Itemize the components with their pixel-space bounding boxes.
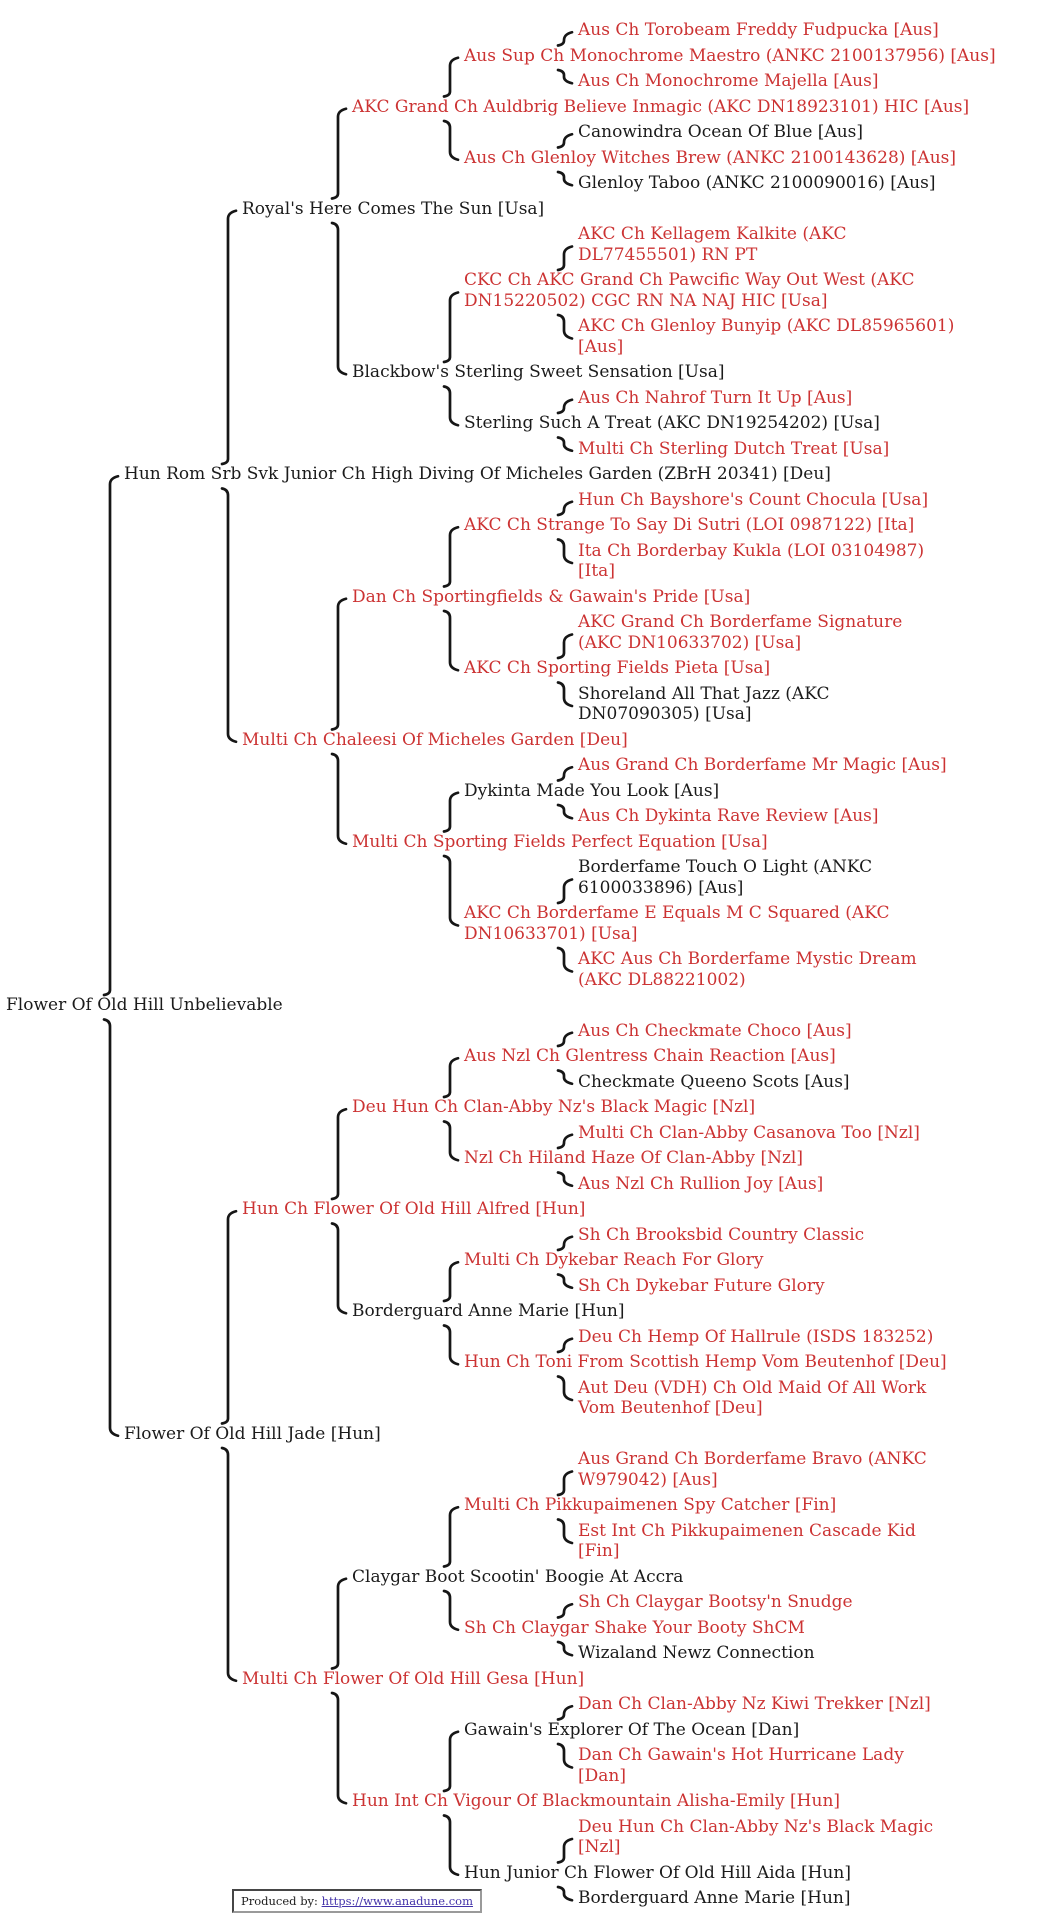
dog-name-link[interactable]: Hun Ch Toni From Scottish Hemp Vom Beutenhof [Deu] xyxy=(464,1352,947,1372)
dog-name-text: Dykinta Made You Look [Aus] xyxy=(464,780,720,801)
pedigree-node-gen4 xyxy=(464,658,770,679)
dog-name-link[interactable]: Multi Ch Flower Of Old Hill Gesa [Hun] xyxy=(242,1668,585,1689)
pedigree-node-gen5 xyxy=(578,949,917,990)
dog-name-text: Borderguard Anne Marie [Hun] xyxy=(578,1888,851,1908)
pedigree-node-gen5 xyxy=(578,857,872,898)
brace-connector xyxy=(332,599,346,844)
dog-name-link[interactable]: [Aus] xyxy=(578,336,624,357)
dog-name-text: DN07090305) [Usa] xyxy=(578,704,752,724)
pedigree-node-gen5 xyxy=(578,20,939,41)
pedigree-node-gen4 xyxy=(464,1863,851,1884)
dog-name-link[interactable]: AKC Ch Borderfame E Equals M C Squared (AKC xyxy=(464,903,890,923)
pedigree-node-gen5 xyxy=(578,1449,927,1490)
dog-name-link[interactable]: Sh Ch Claygar Shake Your Booty ShCM xyxy=(464,1617,805,1638)
brace-connector xyxy=(444,293,458,426)
dog-name-link[interactable]: Multi Ch Dykebar Reach For Glory xyxy=(464,1250,764,1270)
pedigree-node-gen4 xyxy=(464,270,915,311)
dog-name-link[interactable]: Aus Nzl Ch Glentress Chain Reaction [Aus] xyxy=(464,1046,836,1066)
dog-name-text: Checkmate Queeno Scots [Aus] xyxy=(578,1071,850,1092)
pedigree-node-gen5 xyxy=(578,1378,926,1419)
pedigree-node-gen5 xyxy=(578,1694,931,1715)
dog-name-link[interactable]: Ita Ch Borderbay Kukla (LOI 03104987) xyxy=(578,540,925,561)
dog-name-text: Claygar Boot Scootin' Boogie At Accra xyxy=(352,1566,684,1587)
pedigree-node-gen5 xyxy=(578,224,847,265)
dog-name-link[interactable]: Dan Ch Sportingfields & Gawain's Pride [Usa] xyxy=(352,586,751,607)
dog-name-link[interactable]: Multi Ch Chaleesi Of Micheles Garden [Deu] xyxy=(242,729,628,750)
brace-connector xyxy=(332,109,346,375)
dog-name-link[interactable]: DN15220502) CGC RN NA NAJ HIC [Usa] xyxy=(464,290,828,311)
pedigree-node-gen4 xyxy=(464,1148,803,1169)
dog-name-text: Wizaland Newz Connection xyxy=(578,1643,815,1663)
brace-connector xyxy=(444,793,458,926)
pedigree-node-gen2 xyxy=(242,199,544,220)
pedigree-node-gen5 xyxy=(578,1643,815,1664)
dog-name-text: Blackbow's Sterling Sweet Sensation [Usa] xyxy=(352,362,725,382)
pedigree-node-gen1 xyxy=(124,464,831,485)
dog-name-link[interactable]: Est Int Ch Pikkupaimenen Cascade Kid xyxy=(578,1520,916,1541)
dog-name-link[interactable]: Dan Ch Clan-Abby Nz Kiwi Trekker [Nzl] xyxy=(578,1694,931,1714)
dog-name-text: Flower Of Old Hill Jade [Hun] xyxy=(124,1423,381,1444)
dog-name-link[interactable]: (AKC DN10633702) [Usa] xyxy=(578,632,802,653)
dog-name-link[interactable]: Vom Beutenhof [Deu] xyxy=(578,1398,763,1418)
dog-name-link[interactable]: Aus Ch Dykinta Rave Review [Aus] xyxy=(578,806,879,826)
dog-name-text: Flower Of Old Hill Unbelievable xyxy=(6,995,283,1015)
pedigree-node-gen5 xyxy=(578,1021,852,1042)
pedigree-node-gen5 xyxy=(578,1072,850,1093)
dog-name-link[interactable]: Multi Ch Sporting Fields Perfect Equation [Usa] xyxy=(352,831,768,852)
pedigree-node-gen4 xyxy=(464,1046,836,1067)
dog-name-link[interactable]: Hun Ch Flower Of Old Hill Alfred [Hun] xyxy=(242,1199,586,1219)
dog-name-link[interactable]: AKC Ch Strange To Say Di Sutri (LOI 0987122) [Ita] xyxy=(464,515,915,535)
pedigree-node-gen4 xyxy=(464,1618,805,1639)
dog-name-link[interactable]: [Dan] xyxy=(578,1765,626,1786)
dog-name-link[interactable]: [Ita] xyxy=(578,561,615,581)
dog-name-text: Royal's Here Comes The Sun [Usa] xyxy=(242,198,545,219)
pedigree-node-gen5 xyxy=(578,1592,853,1613)
dog-name-link[interactable]: Aus Ch Glenloy Witches Brew (ANKC 2100143628) [Aus] xyxy=(464,147,957,168)
dog-name-link[interactable]: Sh Ch Dykebar Future Glory xyxy=(578,1275,825,1296)
dog-name-link[interactable]: Aus Ch Nahrof Turn It Up [Aus] xyxy=(578,387,853,408)
pedigree-node-gen3 xyxy=(352,1567,683,1588)
dog-name-text: Borderguard Anne Marie [Hun] xyxy=(352,1301,625,1321)
dog-name-link[interactable]: Aus Grand Ch Borderfame Bravo (ANKC xyxy=(578,1449,927,1469)
dog-name-link[interactable]: [Nzl] xyxy=(578,1837,621,1857)
pedigree-node-gen5 xyxy=(578,1225,864,1246)
pedigree-node-gen4 xyxy=(464,515,914,536)
pedigree-node-gen5 xyxy=(578,1276,825,1297)
pedigree-node-gen5 xyxy=(578,1817,933,1858)
brace-connector xyxy=(332,1579,346,1804)
pedigree-node-gen5 xyxy=(578,173,935,194)
dog-name-link[interactable]: Deu Hun Ch Clan-Abby Nz's Black Magic xyxy=(578,1816,934,1837)
pedigree-node-gen5 xyxy=(578,612,902,653)
dog-name-text: Shoreland All That Jazz (AKC xyxy=(578,683,830,704)
anadune-link[interactable]: https://www.anadune.com xyxy=(321,1894,473,1908)
pedigree-node-gen5 xyxy=(578,806,879,827)
dog-name-link[interactable]: AKC Grand Ch Borderfame Signature xyxy=(578,612,903,632)
dog-name-text: Hun Rom Srb Svk Junior Ch High Diving Of Micheles Garden (ZBrH 20341) [Deu] xyxy=(124,464,831,484)
dog-name-text: Gawain's Explorer Of The Ocean [Dan] xyxy=(464,1719,800,1740)
dog-name-text: Borderfame Touch O Light (ANKC xyxy=(578,857,873,877)
dog-name-link[interactable]: AKC Ch Kellagem Kalkite (AKC xyxy=(578,224,847,244)
pedigree-node-gen4 xyxy=(464,46,996,67)
dog-name-link[interactable]: AKC Aus Ch Borderfame Mystic Dream xyxy=(578,949,917,969)
pedigree-node-gen4 xyxy=(464,903,889,944)
dog-name-link[interactable]: Aus Ch Torobeam Freddy Fudpucka [Aus] xyxy=(578,20,939,40)
pedigree-node-gen4 xyxy=(464,1250,763,1271)
dog-name-link[interactable]: Dan Ch Gawain's Hot Hurricane Lady xyxy=(578,1745,904,1765)
dog-name-link[interactable]: Aut Deu (VDH) Ch Old Maid Of All Work xyxy=(578,1377,927,1398)
pedigree-node-gen5 xyxy=(578,490,928,511)
dog-name-link[interactable]: W979042) [Aus] xyxy=(578,1469,718,1490)
pedigree-node-gen3 xyxy=(352,1301,625,1322)
dog-name-link[interactable]: DN10633701) [Usa] xyxy=(464,923,638,944)
dog-name-link[interactable]: Multi Ch Pikkupaimenen Spy Catcher [Fin] xyxy=(464,1495,837,1515)
dog-name-link[interactable]: Aus Ch Checkmate Choco [Aus] xyxy=(578,1020,852,1041)
pedigree-node-gen3 xyxy=(352,832,768,853)
dog-name-link[interactable]: [Fin] xyxy=(578,1541,620,1561)
dog-name-link[interactable]: Multi Ch Clan-Abby Casanova Too [Nzl] xyxy=(578,1122,920,1143)
dog-name-link[interactable]: AKC Ch Sporting Fields Pieta [Usa] xyxy=(464,658,771,678)
dog-name-link[interactable]: AKC Grand Ch Auldbrig Believe Inmagic (AKC DN18923101) HIC [Aus] xyxy=(352,96,970,117)
pedigree-node-gen5 xyxy=(578,755,947,776)
pedigree-node-gen5 xyxy=(578,388,852,409)
dog-name-link[interactable]: Aus Ch Monochrome Majella [Aus] xyxy=(578,71,879,91)
pedigree-node-gen3 xyxy=(352,97,969,118)
dog-name-link[interactable]: Sh Ch Claygar Bootsy'n Snudge xyxy=(578,1592,853,1612)
dog-name-link[interactable]: CKC Ch AKC Grand Ch Pawcific Way Out West (AKC xyxy=(464,270,915,290)
pedigree-node-gen5 xyxy=(578,1521,916,1562)
dog-name-link[interactable]: Aus Grand Ch Borderfame Mr Magic [Aus] xyxy=(578,755,947,775)
dog-name-link[interactable]: Nzl Ch Hiland Haze Of Clan-Abby [Nzl] xyxy=(464,1148,803,1168)
pedigree-node-gen4 xyxy=(464,1495,836,1516)
dog-name-link[interactable]: Hun Int Ch Vigour Of Blackmountain Alisha-Emily [Hun] xyxy=(352,1791,841,1811)
pedigree-node-gen5 xyxy=(578,1327,933,1348)
pedigree-node-gen4 xyxy=(464,148,956,169)
dog-name-link[interactable]: (AKC DL88221002) xyxy=(578,969,746,990)
pedigree-node-gen4 xyxy=(464,781,719,802)
pedigree-node-gen5 xyxy=(578,684,829,725)
pedigree-node-gen3 xyxy=(352,1791,840,1812)
produced-by-label: Produced by: xyxy=(241,1894,322,1908)
brace-connector xyxy=(104,476,118,1436)
pedigree-node-gen5 xyxy=(578,316,954,357)
pedigree-node-gen3 xyxy=(352,362,725,383)
dog-name-link[interactable]: Aus Nzl Ch Rullion Joy [Aus] xyxy=(578,1173,824,1194)
pedigree-node-gen5 xyxy=(578,541,924,582)
pedigree-node-gen5 xyxy=(578,1888,851,1909)
dog-name-text: Glenloy Taboo (ANKC 2100090016) [Aus] xyxy=(578,173,936,193)
dog-name-link[interactable]: Deu Ch Hemp Of Hallrule (ISDS 183252) xyxy=(578,1326,934,1347)
dog-name-link[interactable]: Multi Ch Sterling Dutch Treat [Usa] xyxy=(578,438,890,459)
pedigree-node-gen3 xyxy=(352,1097,755,1118)
pedigree-node-gen0 xyxy=(6,995,283,1016)
dog-name-link[interactable]: Aus Sup Ch Monochrome Maestro (ANKC 2100137956) [Aus] xyxy=(464,45,996,66)
pedigree-node-gen5 xyxy=(578,1123,920,1144)
dog-name-text: Hun Junior Ch Flower Of Old Hill Aida [Hun] xyxy=(464,1862,851,1883)
dog-name-text: 6100033896) [Aus] xyxy=(578,877,744,898)
pedigree-node-gen5 xyxy=(578,1745,904,1786)
pedigree-node-gen2 xyxy=(242,730,628,751)
produced-by-box xyxy=(232,1889,482,1913)
pedigree-node-gen5 xyxy=(578,439,889,460)
pedigree-node-gen5 xyxy=(578,1174,823,1195)
brace-connector xyxy=(222,1211,236,1681)
dog-name-link[interactable]: Deu Hun Ch Clan-Abby Nz's Black Magic [Nzl] xyxy=(352,1097,756,1117)
pedigree-node-gen3 xyxy=(352,587,750,608)
pedigree-node-gen5 xyxy=(578,122,863,143)
pedigree-node-gen4 xyxy=(464,413,880,434)
dog-name-text: Sterling Such A Treat (AKC DN19254202) [Usa] xyxy=(464,413,880,433)
dog-name-text: Canowindra Ocean Of Blue [Aus] xyxy=(578,122,864,142)
dog-name-link[interactable]: Sh Ch Brooksbid Country Classic xyxy=(578,1224,865,1245)
pedigree-node-gen4 xyxy=(464,1720,799,1741)
dog-name-link[interactable]: DL77455501) RN PT xyxy=(578,244,758,265)
pedigree-node-gen2 xyxy=(242,1669,584,1690)
pedigree-node-gen2 xyxy=(242,1199,585,1220)
dog-name-link[interactable]: Hun Ch Bayshore's Count Chocula [Usa] xyxy=(578,489,929,510)
pedigree-node-gen5 xyxy=(578,71,878,92)
pedigree-node-gen1 xyxy=(124,1424,381,1445)
pedigree-node-gen4 xyxy=(464,1352,947,1373)
dog-name-link[interactable]: AKC Ch Glenloy Bunyip (AKC DL85965601) xyxy=(578,316,955,336)
